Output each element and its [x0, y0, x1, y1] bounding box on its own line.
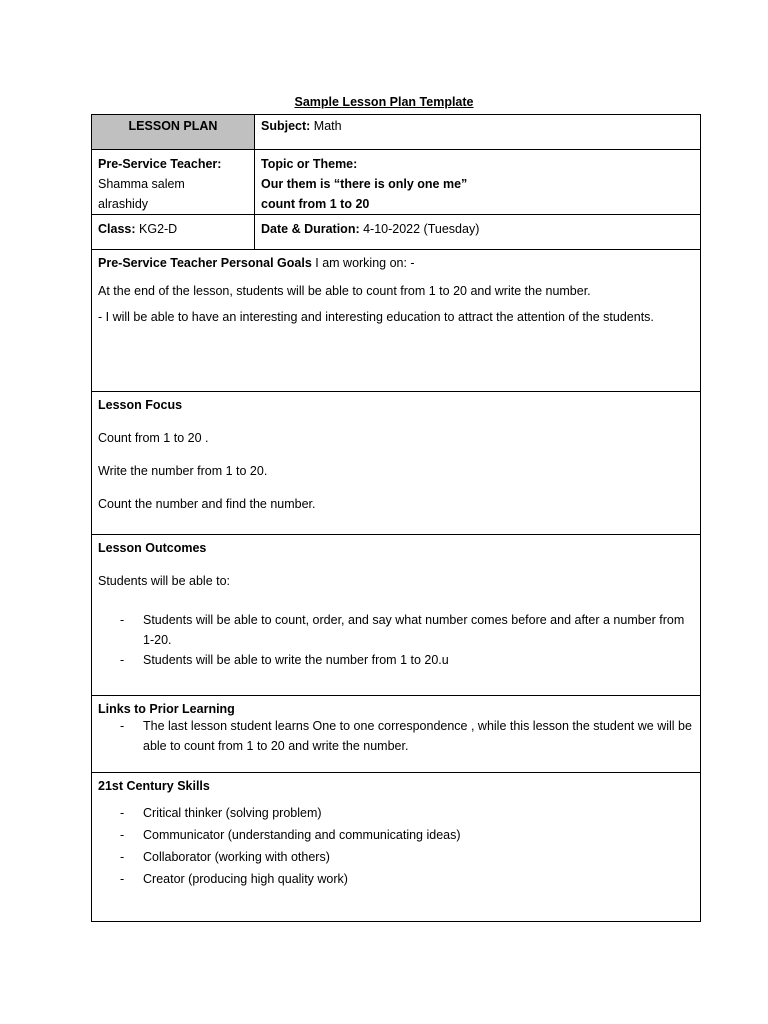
focus-heading: Lesson Focus: [98, 398, 183, 412]
goals-heading: Pre-Service Teacher Personal Goals: [98, 256, 312, 270]
subject-cell: [255, 115, 700, 149]
skills-row: [92, 773, 700, 921]
teacher-name-line1: Shamma salem: [98, 177, 185, 191]
outcomes-cell: [92, 535, 700, 695]
teacher-name-line2: alrashidy: [98, 197, 149, 211]
dash-marker: -: [120, 719, 125, 733]
focus-item: Count from 1 to 20 .: [98, 431, 209, 445]
prior-row: [92, 696, 700, 773]
goals-cell: [92, 250, 700, 391]
lesson-plan-table: [91, 114, 701, 922]
focus-item: Write the number from 1 to 20.: [98, 464, 268, 478]
dash-marker: -: [120, 613, 125, 627]
outcomes-row: [92, 535, 700, 696]
list-item: - Collaborator (working with others): [98, 846, 694, 868]
focus-row: [92, 392, 700, 535]
teacher-cell: [92, 150, 255, 214]
header-row: [92, 115, 700, 150]
dash-marker: -: [120, 828, 125, 842]
prior-heading: Links to Prior Learning: [98, 702, 235, 716]
goals-para2: - I will be able to have an interesting and interesting education to attract the attention of the students.: [98, 310, 654, 324]
subject-label: Subject:: [261, 119, 311, 133]
dash-marker: -: [120, 806, 125, 820]
list-item: - Creator (producing high quality work): [98, 868, 694, 890]
topic-line2: count from 1 to 20: [261, 197, 370, 211]
skills-cell: [92, 773, 700, 921]
outcomes-heading: Lesson Outcomes: [98, 541, 207, 555]
lesson-plan-label: LESSON PLAN: [92, 115, 255, 149]
goals-heading-suffix: I am working on: -: [311, 256, 415, 270]
goals-para1: At the end of the lesson, students will be able to count from 1 to 20 and write the number.: [98, 284, 591, 298]
dash-marker: -: [120, 653, 125, 667]
outcomes-intro: Students will be able to:: [98, 574, 231, 588]
topic-label: Topic or Theme:: [261, 157, 358, 171]
dash-marker: -: [120, 872, 125, 886]
list-item: - Critical thinker (solving problem): [98, 802, 694, 824]
list-item: - Communicator (understanding and communicating ideas): [98, 824, 694, 846]
teacher-row: [92, 150, 700, 215]
dash-marker: -: [120, 850, 125, 864]
topic-line1: Our them is “there is only one me”: [261, 177, 468, 191]
date-label: Date & Duration:: [261, 222, 360, 236]
list-item: - Students will be able to count, order, and say what number comes before and after a number from 1-20.: [98, 610, 694, 650]
topic-cell: [255, 150, 700, 214]
focus-item: Count the number and find the number.: [98, 497, 316, 511]
date-value: 4-10-2022 (Tuesday): [359, 222, 480, 236]
prior-cell: [92, 696, 700, 772]
list-item: - The last lesson student learns One to one correspondence , while this lesson the student we will be able to count from 1 to 20 and write the number.: [98, 716, 694, 756]
goals-row: [92, 250, 700, 392]
subject-value: Math: [310, 119, 342, 133]
class-label: Class:: [98, 222, 136, 236]
class-row: [92, 215, 700, 250]
list-item: - Students will be able to write the number from 1 to 20.u: [98, 650, 694, 670]
focus-cell: [92, 392, 700, 534]
skills-heading: 21st Century Skills: [98, 779, 210, 793]
class-cell: [92, 215, 255, 249]
date-cell: [255, 215, 700, 249]
teacher-label: Pre-Service Teacher:: [98, 157, 222, 171]
document-title: Sample Lesson Plan Template: [294, 95, 474, 109]
class-value: KG2-D: [135, 222, 178, 236]
